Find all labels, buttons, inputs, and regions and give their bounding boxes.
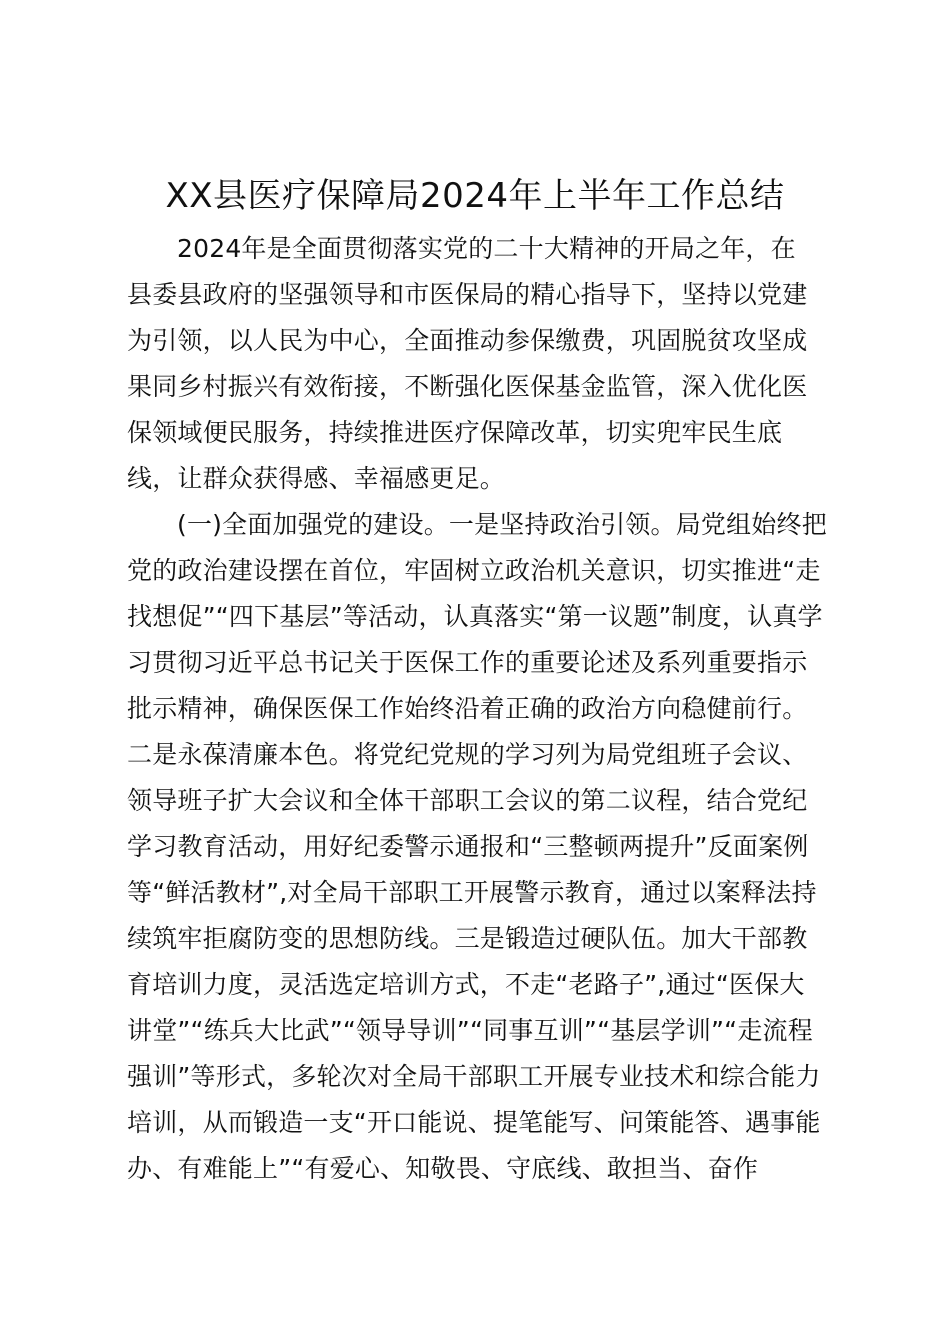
paragraph1-line: 果同乡村振兴有效衔接，不断强化医保基金监管，深入优化医	[127, 372, 808, 401]
paragraph2-line: 办、有难能上”“有爱心、知敬畏、守底线、敢担当、奋作	[127, 1154, 759, 1183]
paragraph1-line: 保领域便民服务，持续推进医疗保障改革，切实兜牢民生底	[127, 418, 783, 447]
paragraph1-line: 为引领，以人民为中心，全面推动参保缴费，巩固脱贫攻坚成	[127, 326, 808, 355]
paragraph2-line: 等“鲜活教材”,对全局干部职工开展警示教育，通过以案释法持	[127, 878, 817, 907]
document-title: XX县医疗保障局2024年上半年工作总结	[165, 176, 785, 216]
paragraph2-line: 续筑牢拒腐防变的思想防线。三是锻造过硬队伍。加大干部教	[127, 924, 808, 953]
paragraph2-line: (一)全面加强党的建设。一是坚持政治引领。局党组始终把	[177, 510, 827, 539]
paragraph2-line: 领导班子扩大会议和全体干部职工会议的第二议程，结合党纪	[127, 786, 808, 815]
paragraph1-line: 2024年是全面贯彻落实党的二十大精神的开局之年，在	[177, 234, 796, 263]
paragraph2-line: 找想促”“四下基层”等活动，认真落实“第一议题”制度，认真学	[127, 602, 823, 631]
document-body	[127, 226, 847, 1192]
paragraph2-line: 二是永葆清廉本色。将党纪党规的学习列为局党组班子会议、	[127, 740, 808, 769]
paragraph2-line: 育培训力度，灵活选定培训方式，不走“老路子”,通过“医保大	[127, 970, 805, 999]
paragraph2-line: 学习教育活动，用好纪委警示通报和“三整顿两提升”反面案例	[127, 832, 809, 861]
paragraph2-line: 批示精神，确保医保工作始终沿着正确的政治方向稳健前行。	[127, 694, 808, 723]
paragraph2-line: 党的政治建设摆在首位，牢固树立政治机关意识，切实推进“走	[127, 556, 821, 585]
paragraph2-line: 强训”等形式，多轮次对全局干部职工开展专业技术和综合能力	[127, 1062, 821, 1091]
paragraph2-line: 讲堂”“练兵大比武”“领导导训”“同事互训”“基层学训”“走流程	[127, 1016, 813, 1045]
paragraph2-line: 培训，从而锻造一支“开口能说、提笔能写、问策能答、遇事能	[127, 1108, 821, 1137]
paragraph1-line: 线，让群众获得感、幸福感更足。	[127, 464, 506, 493]
paragraph1-line: 县委县政府的坚强领导和市医保局的精心指导下，坚持以党建	[127, 280, 808, 309]
paragraph2-line: 习贯彻习近平总书记关于医保工作的重要论述及系列重要指示	[127, 648, 808, 677]
